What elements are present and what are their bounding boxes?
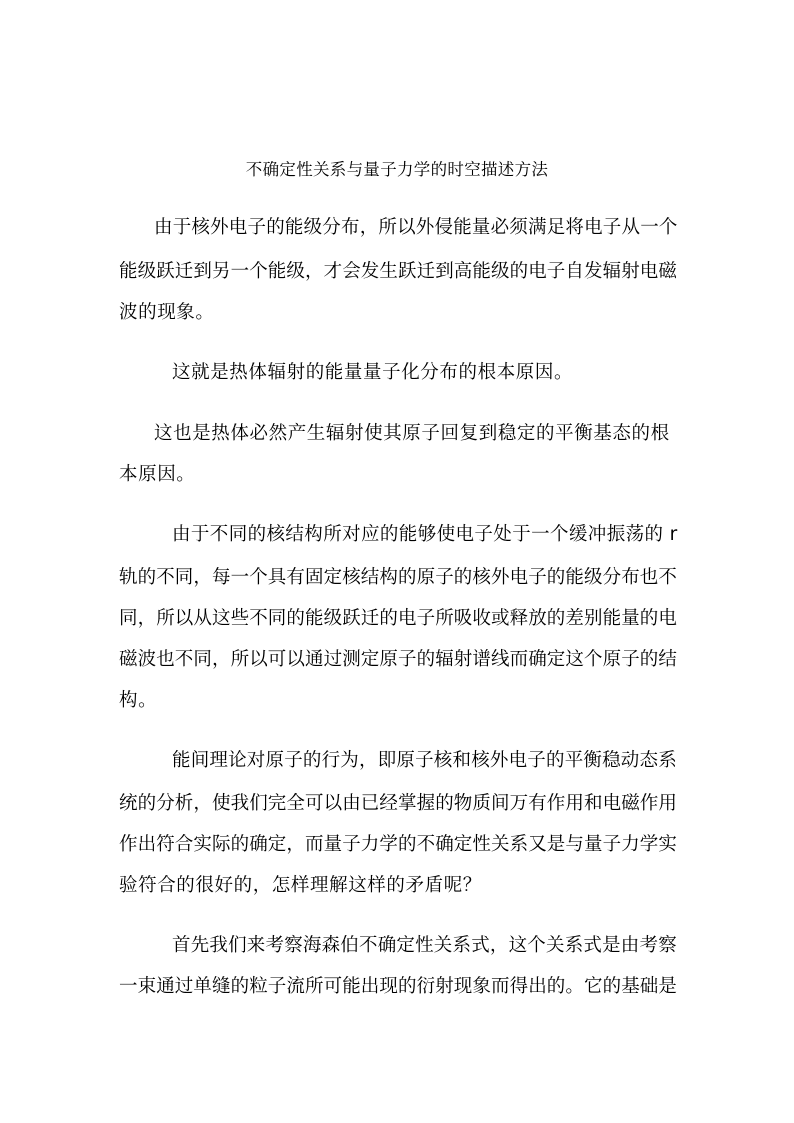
paragraph-1-line-2: 能级跃迁到另一个能级，才会发生跃迁到高能级的电子自发辐射电磁 [119,261,678,282]
paragraph-1-line-1: 由于核外电子的能级分布，所以外侵能量必须满足将电子从一个 [154,217,678,238]
paragraph-6-line-1: 首先我们来考察海森伯不确定性关系式，这个关系式是由考察 [172,935,677,956]
paragraph-2-line-1: 这就是热体辐射的能量量子化分布的根本原因。 [172,362,574,383]
paragraph-3-line-1: 这也是热体必然产生辐射使其原子回复到稳定的平衡基态的根 [154,423,670,444]
paragraph-1-line-3: 波的现象。 [119,302,215,323]
document-title: 不确定性关系与量子力学的时空描述方法 [245,160,549,179]
paragraph-4-line-1: 由于不同的核结构所对应的能够使电子处于一个缓冲振荡的 r [172,524,678,545]
paragraph-4-line-3: 同，所以从这些不同的能级跃迁的电子所吸收或释放的差别能量的电 [119,608,678,629]
paragraph-5-line-4: 验符合的很好的，怎样理解这样的矛盾呢？ [119,875,482,896]
paragraph-5-line-2: 统的分析，使我们完全可以由已经掌握的物质间万有作用和电磁作用 [119,793,678,814]
paragraph-4-line-2: 轨的不同，每一个具有固定核结构的原子的核外电子的能级分布也不 [119,567,678,588]
paragraph-3-line-2: 本原因。 [119,464,196,485]
paragraph-5-line-3: 作出符合实际的确定，而量子力学的不确定性关系又是与量子力学实 [119,834,678,855]
paragraph-4-line-4: 磁波也不同，所以可以通过测定原子的辐射谱线而确定这个原子的结 [119,649,678,670]
paragraph-5-line-1: 能间理论对原子的行为，即原子核和核外电子的平衡稳动态系 [172,750,677,771]
paragraph-6-line-2: 一束通过单缝的粒子流所可能出现的衍射现象而得出的。它的基础是 [119,976,678,997]
paragraph-4-line-5: 构。 [119,690,158,711]
